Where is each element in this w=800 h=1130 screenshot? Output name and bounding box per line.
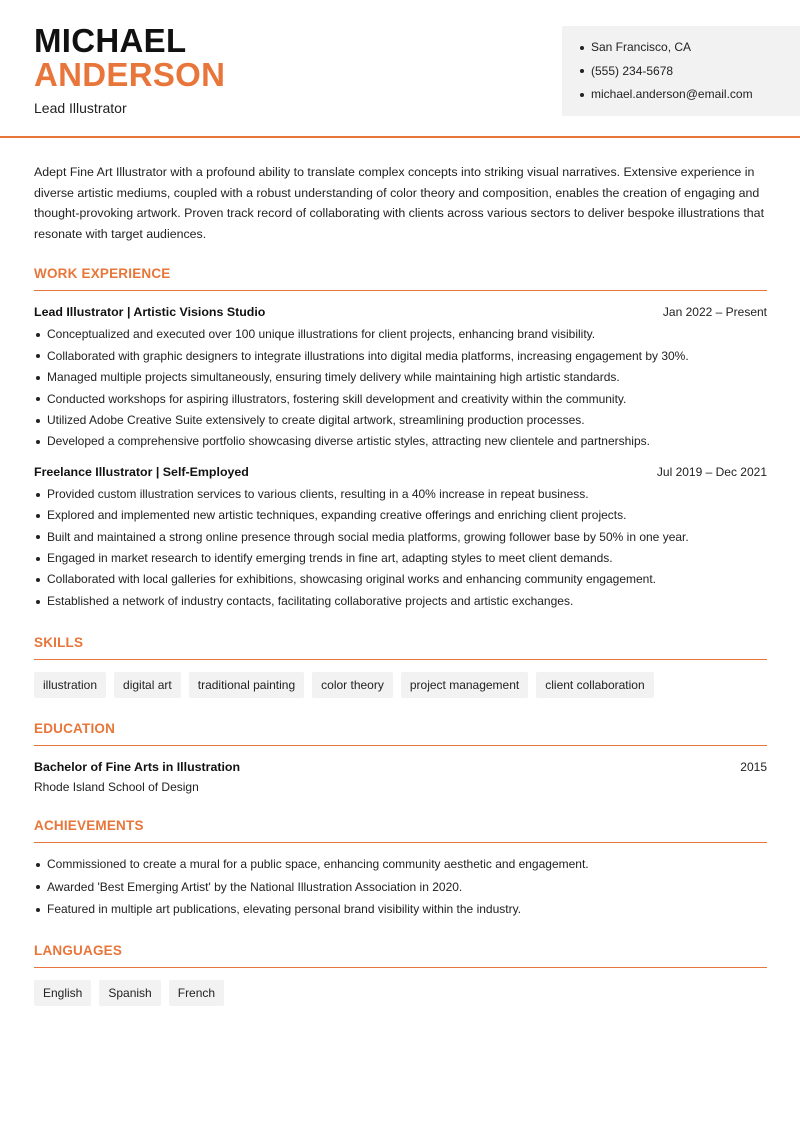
list-item: Awarded 'Best Emerging Artist' by the National Illustration Association in 2020. <box>34 876 767 899</box>
skill-chip: color theory <box>312 672 393 698</box>
skill-chip: project management <box>401 672 528 698</box>
bullet-icon <box>580 69 584 73</box>
job-role: Freelance Illustrator | Self-Employed <box>34 464 249 479</box>
language-chip: Spanish <box>99 980 160 1006</box>
section-title-skills: SKILLS <box>34 635 767 660</box>
list-item: Engaged in market research to identify emerging trends in fine art, adapting styles to meet client demands. <box>34 548 767 569</box>
list-item: Commissioned to create a mural for a public space, enhancing community aesthetic and engagement. <box>34 853 767 876</box>
list-item: Conceptualized and executed over 100 unique illustrations for client projects, enhancing brand visibility. <box>34 324 767 345</box>
list-item: Provided custom illustration services to various clients, resulting in a 40% increase in repeat business. <box>34 484 767 505</box>
section-title-education: EDUCATION <box>34 721 767 746</box>
contact-email: michael.anderson@email.com <box>580 83 784 107</box>
degree: Bachelor of Fine Arts in Illustration <box>34 760 241 775</box>
skills-section <box>34 635 767 698</box>
skill-chip: digital art <box>114 672 181 698</box>
list-item: Featured in multiple art publications, elevating personal brand visibility within the industry. <box>34 898 767 921</box>
list-item: Utilized Adobe Creative Suite extensively to create digital artwork, streamlining production processes. <box>34 410 767 431</box>
job-dates: Jan 2022 – Present <box>662 305 767 320</box>
language-chip: English <box>34 980 91 1006</box>
last-name: ANDERSON <box>34 56 226 93</box>
achievements-section <box>34 818 767 921</box>
resume-header <box>0 0 800 138</box>
languages-section <box>34 943 767 1006</box>
list-item: Developed a comprehensive portfolio showcasing diverse artistic styles, attracting new clientele and partnerships. <box>34 431 767 452</box>
job-dates: Jul 2019 – Dec 2021 <box>656 464 767 479</box>
bullet-icon <box>580 46 584 50</box>
job-title: Lead Illustrator <box>34 100 127 116</box>
section-title-languages: LANGUAGES <box>34 943 767 968</box>
work-section <box>34 266 767 612</box>
bullet-icon <box>580 93 584 97</box>
list-item: Collaborated with local galleries for exhibitions, showcasing original works and enhancing community engagement. <box>34 569 767 590</box>
section-title-work: WORK EXPERIENCE <box>34 266 767 291</box>
section-title-achievements: ACHIEVEMENTS <box>34 818 767 843</box>
list-item: Built and maintained a strong online presence through social media platforms, growing follower base by 50% in one year. <box>34 527 767 548</box>
summary: Adept Fine Art Illustrator with a profound ability to translate complex concepts into striking visual narratives. Extensive experience in diverse artistic mediums, coupled with a robust understanding of color theory and composition, enables the creation of engaging and thought-provoking artwork. Proven track record of collaborating with clients across various sectors to deliver bespoke illustrations that resonate with target audiences. <box>34 165 765 241</box>
skill-chip: traditional painting <box>189 672 304 698</box>
graduation-year: 2015 <box>740 760 767 775</box>
contact-box <box>562 26 800 116</box>
list-item: Explored and implemented new artistic techniques, expanding creative offerings and enriching client projects. <box>34 505 767 526</box>
job-entry <box>34 305 767 452</box>
first-name: MICHAEL <box>34 22 187 59</box>
list-item: Conducted workshops for aspiring illustrators, fostering skill development and creativity within the community. <box>34 389 767 410</box>
contact-phone: (555) 234-5678 <box>580 60 784 84</box>
school: Rhode Island School of Design <box>34 780 199 795</box>
resume-body <box>34 162 767 1006</box>
job-role: Lead Illustrator | Artistic Visions Studio <box>34 305 266 320</box>
list-item: Managed multiple projects simultaneously, ensuring timely delivery while maintaining high artistic standards. <box>34 367 767 388</box>
contact-location: San Francisco, CA <box>580 36 784 60</box>
job-entry <box>34 465 767 612</box>
skill-chip: client collaboration <box>536 672 653 698</box>
list-item: Established a network of industry contacts, facilitating collaborative projects and artistic exchanges. <box>34 591 767 612</box>
skill-chip: illustration <box>34 672 106 698</box>
education-section <box>34 721 767 794</box>
language-chip: French <box>169 980 224 1006</box>
list-item: Collaborated with graphic designers to integrate illustrations into digital media platforms, increasing engagement by 30%. <box>34 346 767 367</box>
